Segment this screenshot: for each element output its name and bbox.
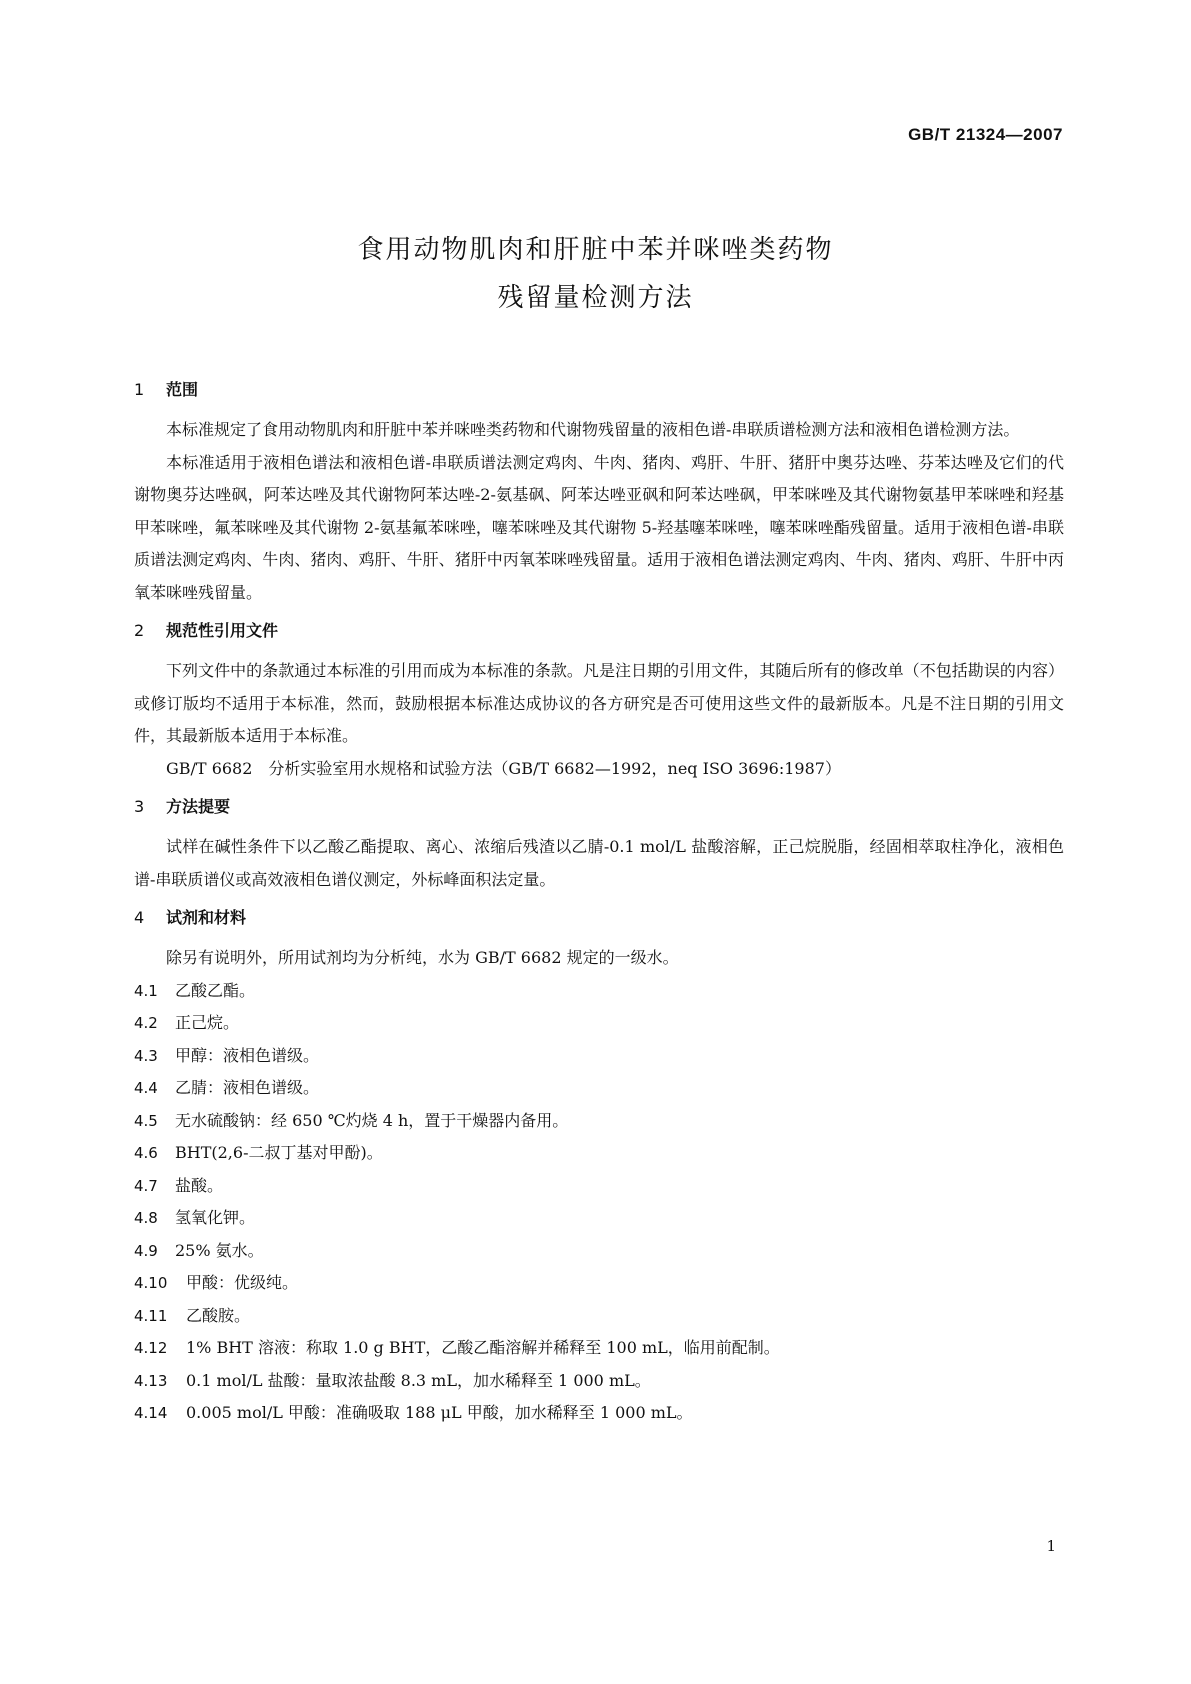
title-line-1: 食用动物肌肉和肝脏中苯并咪唑类药物 — [357, 235, 834, 265]
item-text: 甲酸：优级纯。 — [186, 1273, 299, 1292]
standard-code: GB/T 21324—2007 — [908, 125, 1063, 144]
item-text: 1% BHT 溶液：称取 1.0 g BHT，乙酸乙酯溶解并稀释至 100 mL，临用前配制。 — [186, 1338, 780, 1357]
section-title: 规范性引用文件 — [166, 621, 279, 640]
section-number: 4 — [134, 908, 145, 927]
section-title: 范围 — [166, 380, 199, 399]
section-1-paragraph-1: 本标准规定了食用动物肌肉和肝脏中苯并咪唑类药物和代谢物残留量的液相色谱-串联质谱检测方法和液相色谱检测方法。 — [166, 420, 1020, 439]
reagent-list — [134, 975, 1064, 1430]
section-number: 3 — [134, 797, 145, 816]
title-line-2: 残留量检测方法 — [497, 283, 694, 313]
section-2-heading — [134, 619, 1064, 643]
item-text: 乙酸乙酯。 — [175, 980, 256, 1000]
list-item — [134, 1267, 1064, 1300]
item-number: 4.13 — [134, 1371, 168, 1390]
item-text: 盐酸。 — [175, 1175, 224, 1195]
item-text: 氢氧化钾。 — [175, 1208, 256, 1227]
section-2-paragraph-1: 下列文件中的条款通过本标准的引用而成为本标准的条款。凡是注日期的引用文件，其随后所有的修改单（不包括勘误的内容）或修订版均不适用于本标准，然而，鼓励根据本标准达成协议的各方研究是否可使用这些文件的最新版本。凡是不注日期的引用文件，其最新版本适用于本标准。 — [134, 661, 1064, 745]
document-body — [134, 378, 1064, 1430]
item-text: BHT(2,6-二叔丁基对甲酚)。 — [175, 1143, 383, 1162]
item-number: 4.10 — [134, 1274, 168, 1292]
item-number: 4.12 — [134, 1339, 168, 1357]
section-number: 1 — [134, 380, 145, 399]
list-item — [134, 1202, 1064, 1235]
item-number: 4.3 — [134, 1046, 158, 1065]
item-text: 乙腈：液相色谱级。 — [175, 1078, 320, 1097]
section-title: 方法提要 — [166, 797, 231, 816]
item-text: 正己烷。 — [175, 1013, 240, 1032]
normative-reference: GB/T 6682 分析实验室用水规格和试验方法（GB/T 6682—1992，neq ISO 3696:1987） — [166, 758, 841, 778]
list-item — [134, 1332, 1064, 1365]
section-4-heading — [134, 906, 1064, 930]
section-title: 试剂和材料 — [166, 908, 247, 927]
section-4-paragraph-1: 除另有说明外，所用试剂均为分析纯，水为 GB/T 6682 规定的一级水。 — [166, 948, 679, 967]
item-text: 乙酸胺。 — [186, 1305, 251, 1325]
list-item — [134, 1040, 1064, 1073]
item-number: 4.11 — [134, 1306, 168, 1325]
list-item — [134, 1170, 1064, 1203]
item-number: 4.4 — [134, 1079, 158, 1097]
item-text: 0.1 mol/L 盐酸：量取浓盐酸 8.3 mL，加水稀释至 1 000 mL。 — [186, 1370, 651, 1390]
list-item — [134, 1397, 1064, 1430]
document-title — [0, 226, 1191, 322]
list-item — [134, 975, 1064, 1008]
section-1-heading — [134, 378, 1064, 402]
item-number: 4.5 — [134, 1111, 158, 1130]
list-item — [134, 1137, 1064, 1170]
item-number: 4.6 — [134, 1144, 158, 1162]
item-text: 无水硫酸钠：经 650 ℃灼烧 4 h，置于干燥器内备用。 — [175, 1110, 569, 1130]
list-item — [134, 1105, 1064, 1138]
item-number: 4.14 — [134, 1404, 168, 1422]
item-text: 0.005 mol/L 甲酸：准确吸取 188 μL 甲酸，加水稀释至 1 000 mL。 — [186, 1403, 693, 1422]
section-1-paragraph-2: 本标准适用于液相色谱法和液相色谱-串联质谱法测定鸡肉、牛肉、猪肉、鸡肝、牛肝、猪肝中奥芬达唑、芬苯达唑及它们的代谢物奥芬达唑砜，阿苯达唑及其代谢物阿苯达唑-2-氨基砜、阿苯达唑亚砜和阿苯达唑砜，甲苯咪唑及其代谢物氨基甲苯咪唑和羟基甲苯咪唑，氟苯咪唑及其代谢物 2-氨基氟苯咪唑，噻苯咪唑及其代谢物 5-羟基噻苯咪唑，噻苯咪唑酯残留量。适用于液相色谱-串联质谱法测定鸡肉、牛肉、猪肉、鸡肝、牛肝、猪肝中丙氧苯咪唑残留量。适用于液相色谱法测定鸡肉、牛肉、猪肉、鸡肝、牛肝中丙氧苯咪唑残留量。 — [134, 452, 1064, 602]
list-item — [134, 1365, 1064, 1398]
list-item — [134, 1235, 1064, 1268]
item-text: 甲醇：液相色谱级。 — [175, 1045, 320, 1065]
list-item — [134, 1300, 1064, 1333]
item-number: 4.7 — [134, 1176, 158, 1195]
section-number: 2 — [134, 621, 145, 640]
item-text: 25% 氨水。 — [175, 1240, 264, 1260]
page-number: 1 — [1046, 1537, 1056, 1555]
item-number: 4.2 — [134, 1014, 158, 1032]
section-3-heading — [134, 795, 1064, 819]
list-item — [134, 1072, 1064, 1105]
section-3-paragraph-1: 试样在碱性条件下以乙酸乙酯提取、离心、浓缩后残渣以乙腈-0.1 mol/L 盐酸溶解，正己烷脱脂，经固相萃取柱净化，液相色谱-串联质谱仪或高效液相色谱仪测定，外标峰面积法定量。 — [134, 837, 1064, 889]
list-item — [134, 1007, 1064, 1040]
item-number: 4.1 — [134, 981, 158, 1000]
item-number: 4.9 — [134, 1241, 158, 1260]
item-number: 4.8 — [134, 1209, 158, 1227]
